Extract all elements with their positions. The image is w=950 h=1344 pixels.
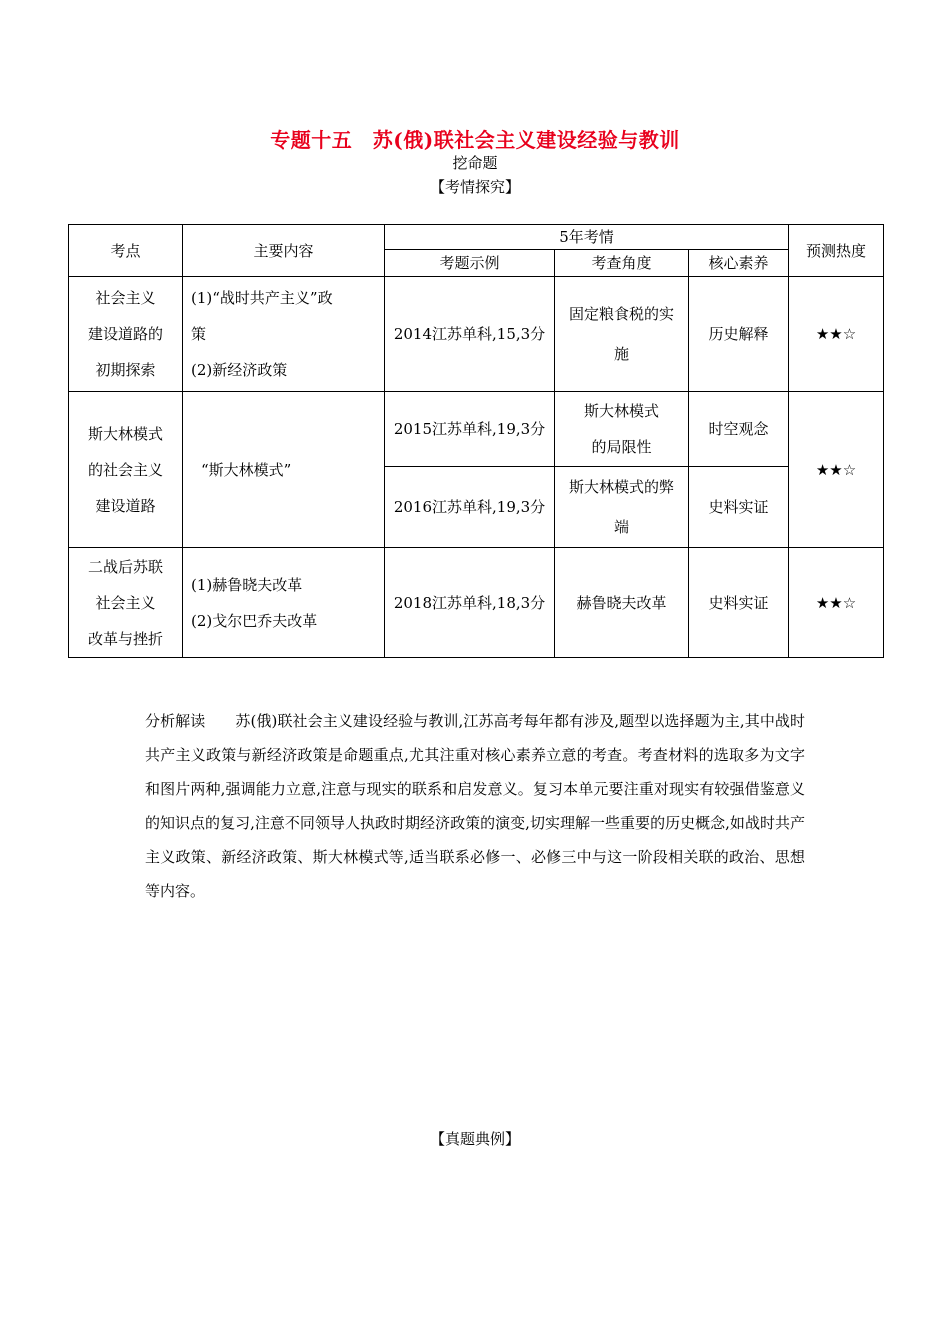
angle-line: 赫鲁晓夫改革 — [576, 593, 667, 612]
literacy-cell: 史料实证 — [689, 467, 789, 548]
content-line: (1)赫鲁晓夫改革 — [191, 575, 303, 594]
angle-line: 的局限性 — [591, 438, 652, 456]
content-line: (2)戈尔巴乔夫改革 — [191, 611, 318, 630]
heat-stars: ★★☆ — [789, 548, 884, 658]
exam-analysis-table — [68, 224, 884, 658]
angle-cell — [555, 277, 689, 392]
section-heading-exam-analysis: 【考情探究】 — [429, 178, 520, 196]
header-angle: 考查角度 — [555, 250, 689, 277]
kaodian-line: 二战后苏联 — [87, 557, 163, 576]
literacy-cell: 历史解释 — [689, 277, 789, 392]
kaodian-line: 社会主义 — [95, 289, 156, 307]
header-example: 考题示例 — [385, 250, 555, 277]
kaodian-line: 建设道路的 — [87, 325, 163, 343]
angle-line: 斯大林模式 — [583, 402, 659, 420]
section-heading-real-examples: 【真题典例】 — [429, 1130, 520, 1148]
content-cell — [183, 277, 385, 392]
example-cell: 2015江苏单科,19,3分 — [385, 392, 555, 467]
table-row — [69, 548, 884, 658]
kaodian-line: 建设道路 — [95, 496, 156, 515]
kaodian-line: 斯大林模式 — [87, 424, 163, 443]
angle-line: 斯大林模式的弊 — [568, 478, 674, 496]
angle-line: 固定粮食税的实 — [568, 305, 674, 323]
header-heat: 预测热度 — [789, 225, 884, 277]
content-cell — [183, 392, 385, 548]
table-row — [69, 277, 884, 392]
example-cell: 2016江苏单科,19,3分 — [385, 467, 555, 548]
angle-cell — [555, 392, 689, 467]
example-cell: 2018江苏单科,18,3分 — [385, 548, 555, 658]
angle-cell — [555, 548, 689, 658]
kaodian-cell — [69, 392, 183, 548]
heat-stars: ★★☆ — [789, 392, 884, 548]
content-cell — [183, 548, 385, 658]
header-literacy: 核心素养 — [689, 250, 789, 277]
angle-line: 端 — [613, 518, 629, 536]
angle-line: 施 — [613, 345, 629, 363]
kaodian-line: 初期探索 — [95, 361, 156, 379]
subtitle: 挖命题 — [452, 154, 498, 172]
analysis-label: 分析解读 — [145, 712, 206, 730]
content-line: “斯大林模式” — [201, 460, 292, 479]
header-content: 主要内容 — [183, 225, 385, 277]
table-row — [69, 392, 884, 467]
header-kaodian: 考点 — [69, 225, 183, 277]
page-title: 专题十五 苏(俄)联社会主义建设经验与教训 — [270, 128, 680, 152]
analysis-paragraph — [145, 704, 805, 908]
literacy-cell: 史料实证 — [689, 548, 789, 658]
content-line: 策 — [191, 325, 207, 343]
kaodian-cell — [69, 277, 183, 392]
analysis-text: 苏(俄)联社会主义建设经验与教训,江苏高考每年都有涉及,题型以选择题为主,其中战时共产主义政策与新经济政策是命题重点,尤其注重对核心素养立意的考查。考查材料的选取多为文字和图片两种,强调能力立意,注意与现实的联系和启发意义。复习本单元要注重对现实有较强借鉴意义的知识点的复习,注意不同领导人执政时期经济政策的演变,切实理解一些重要的历史概念,如战时共产主义政策、新经济政策、斯大林模式等,适当联系必修一、必修三中与这一阶段相关联的政治、思想等内容。 — [145, 712, 805, 900]
kaodian-cell — [69, 548, 183, 658]
literacy-cell: 时空观念 — [689, 392, 789, 467]
content-line: (2)新经济政策 — [191, 361, 288, 379]
kaodian-line: 的社会主义 — [87, 460, 163, 479]
example-cell: 2014江苏单科,15,3分 — [385, 277, 555, 392]
kaodian-line: 改革与挫折 — [87, 629, 163, 648]
kaodian-line: 社会主义 — [95, 593, 156, 612]
header-five-year: 5年考情 — [385, 225, 789, 250]
content-line: (1)“战时共产主义”政 — [191, 289, 333, 307]
angle-cell — [555, 467, 689, 548]
heat-stars: ★★☆ — [789, 277, 884, 392]
